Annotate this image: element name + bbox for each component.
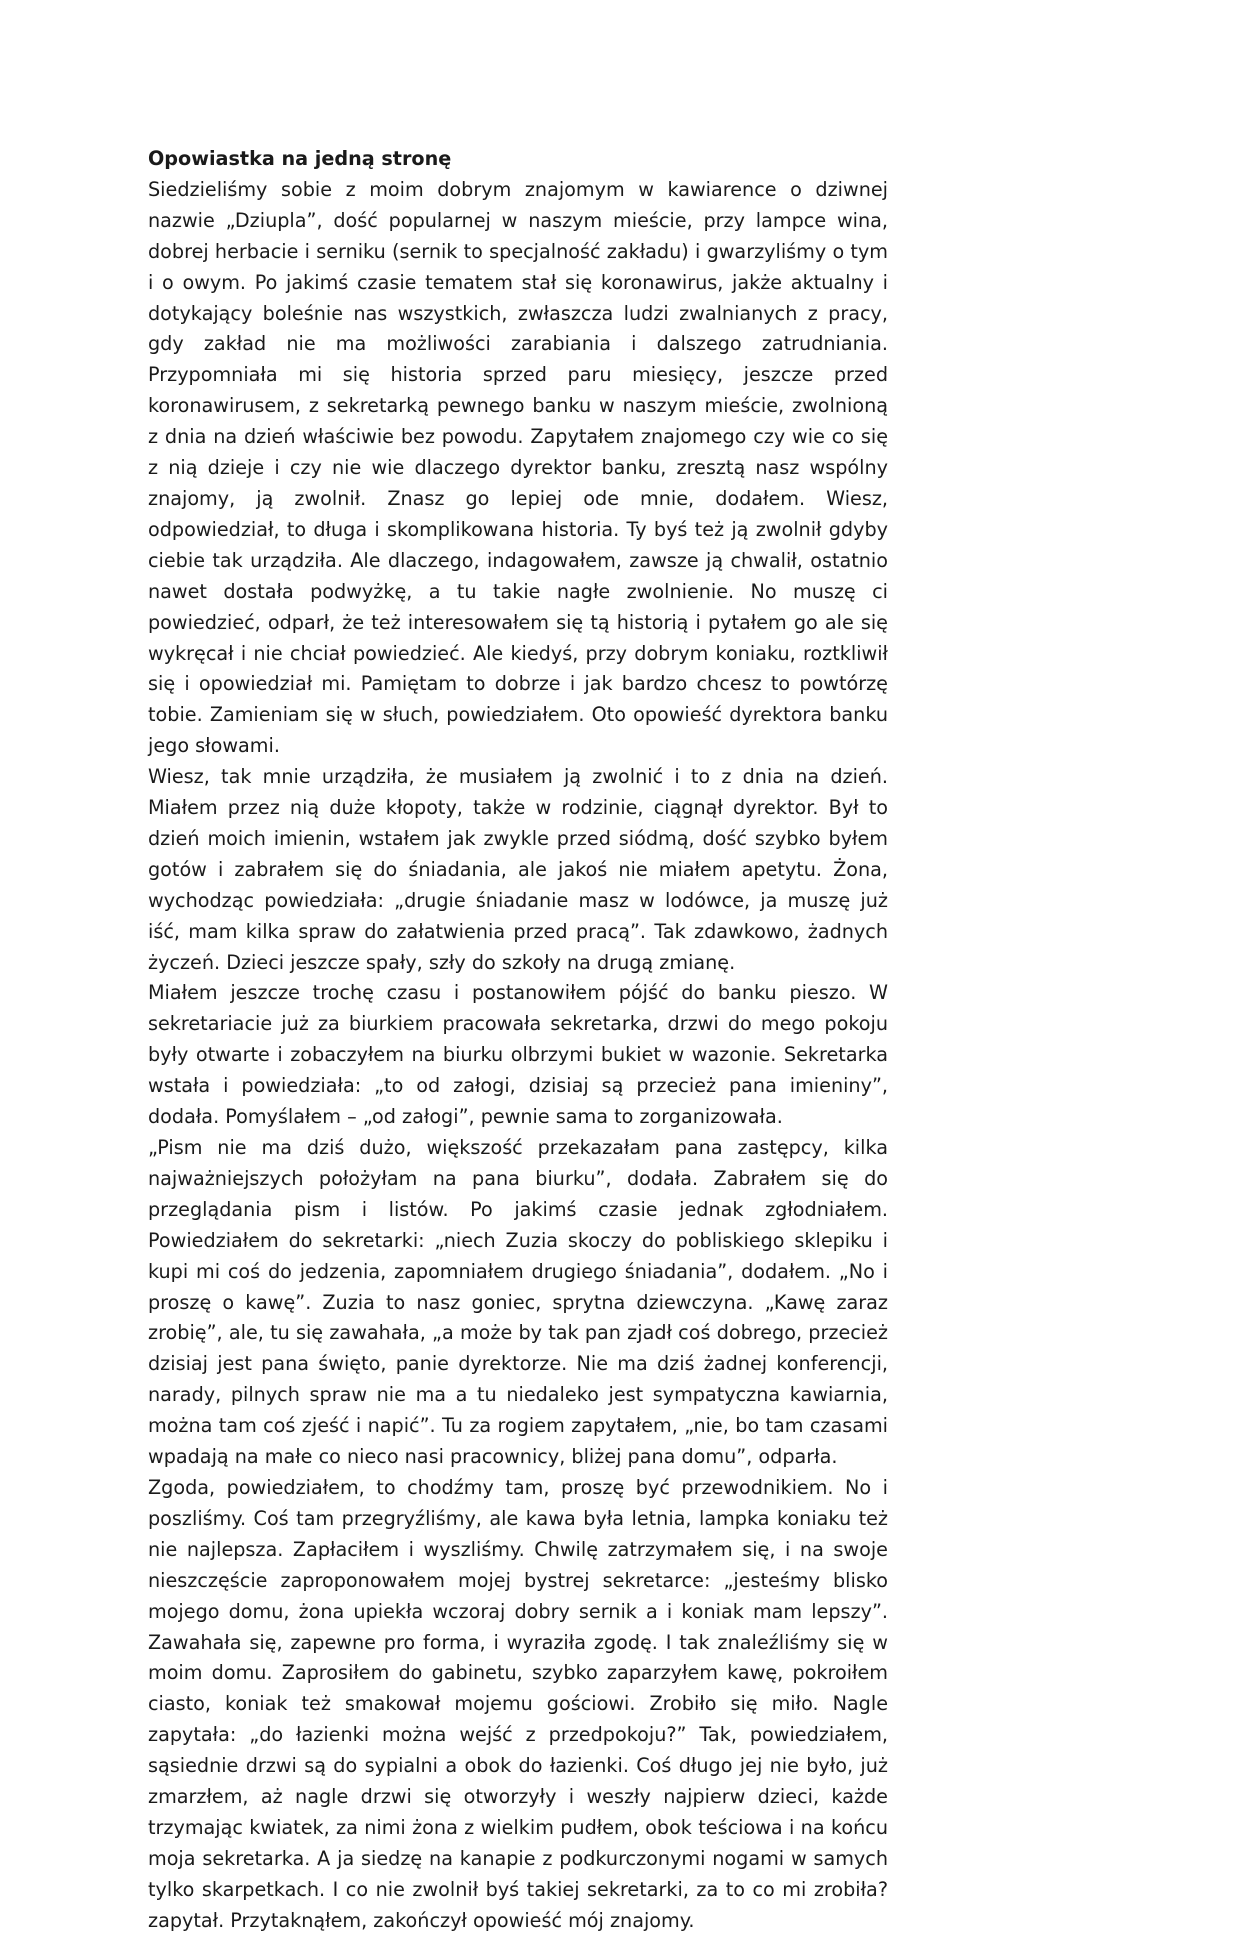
paragraph-4: „Pism nie ma dziś dużo, większość przekazałam pana zastępcy, kilka najważniejszych położyłam na pana biurku”, dodała. Zabrałem się do przeglądania pism i listów. Po jakimś czasie jednak zgłodniałem. Powiedziałem do sekretarki: „niech Zuzia skoczy do pobliskiego sklepiku i kupi mi coś do jedzenia, zapomniałem drugiego śniadania”, dodałem. „No i proszę o kawę”. Zuzia to nasz goniec, sprytna dziewczyna. „Kawę zaraz zrobię”, ale, tu się zawahała, „a może by tak pan zjadł coś dobrego, przecież dzisiaj jest pana święto, panie dyrektorze. Nie ma dziś żadnej konferencji, narady, pilnych spraw nie ma a tu niedaleko jest sympatyczna kawiarnia, można tam coś zjeść i napić”. Tu za rogiem zapytałem, „nie, bo tam czasami wpadają na małe co nieco nasi pracownicy, bliżej pana domu”, odparła. [148,1136,888,1469]
paragraph-3: Miałem jeszcze trochę czasu i postanowiłem pójść do banku pieszo. W sekretariacie już za biurkiem pracowała sekretarka, drzwi do mego pokoju były otwarte i zobaczyłem na biurku olbrzymi bukiet w wazonie. Sekretarka wstała i powiedziała: „to od załogi, dzisiaj są przecież pana imieniny”, dodała. Pomyślałem – „od załogi”, pewnie sama to zorganizowała. [148,981,888,1129]
document-title: Opowiastka na jedną stronę [148,147,452,170]
paragraph-2: Wiesz, tak mnie urządziła, że musiałem ją zwolnić i to z dnia na dzień. Miałem przez nią duże kłopoty, także w rodzinie, ciągnął dyrektor. Był to dzień moich imienin, wstałem jak zwykle przed siódmą, dość szybko byłem gotów i zabrałem się do śniadania, ale jakoś nie miałem apetytu. Żona, wychodząc powiedziała: „drugie śniadanie masz w lodówce, ja muszę już iść, mam kilka spraw do załatwienia przed pracą”. Tak zdawkowo, żadnych życzeń. Dzieci jeszcze spały, szły do szkoły na drugą zmianę. [148,765,888,974]
paragraph-1: Siedzieliśmy sobie z moim dobrym znajomym w kawiarence o dziwnej nazwie „Dziupla”, dość popularnej w naszym mieście, przy lampce wina, dobrej herbacie i serniku (sernik to specjalność zakładu) i gwarzyliśmy o tym i o owym. Po jakimś czasie tematem stał się koronawirus, jakże aktualny i dotykający boleśnie nas wszystkich, zwłaszcza ludzi zwalnianych z pracy, gdy zakład nie ma możliwości zarabiania i dalszego zatrudniania. Przypomniała mi się historia sprzed paru miesięcy, jeszcze przed koronawirusem, z sekretarką pewnego banku w naszym mieście, zwolnioną z dnia na dzień właściwie bez powodu. Zapytałem znajomego czy wie co się z nią dzieje i czy nie wie dlaczego dyrektor banku, zresztą nasz wspólny znajomy, ją zwolnił. Znasz go lepiej ode mnie, dodałem. Wiesz, odpowiedział, to długa i skomplikowana historia. Ty byś też ją zwolnił gdyby ciebie tak urządziła. Ale dlaczego, indagowałem, zawsze ją chwalił, ostatnio nawet dostała podwyżkę, a tu takie nagłe zwolnienie. No muszę ci powiedzieć, odparł, że też interesowałem się tą historią i pytałem go ale się wykręcał i nie chciał powiedzieć. Ale kiedyś, przy dobrym koniaku, roztkliwił się i opowiedział mi. Pamiętam to dobrze i jak bardzo chcesz to powtórzę tobie. Zamieniam się w słuch, powiedziałem. Oto opowieść dyrektora banku jego słowami. [148,177,888,758]
document-body [148,144,888,1937]
paragraph-5: Zgoda, powiedziałem, to chodźmy tam, proszę być przewodnikiem. No i poszliśmy. Coś tam przegryźliśmy, ale kawa była letnia, lampka koniaku też nie najlepsza. Zapłaciłem i wyszliśmy. Chwilę zatrzymałem się, i na swoje nieszczęście zaproponowałem mojej bystrej sekretarce: „jesteśmy blisko mojego domu, żona upiekła wczoraj dobry sernik a i koniak mam lepszy”. Zawahała się, zapewne pro forma, i wyraziła zgodę. I tak znaleźliśmy się w moim domu. Zaprosiłem do gabinetu, szybko zaparzyłem kawę, pokroiłem ciasto, koniak też smakował mojemu gościowi. Zrobiło się miło. Nagle zapytała: „do łazienki można wejść z przedpokoju?” Tak, powiedziałem, sąsiednie drzwi są do sypialni a obok do łazienki. Coś długo jej nie było, już zmarzłem, aż nagle drzwi się otworzyły i weszły najpierw dzieci, każde trzymając kwiatek, za nimi żona z wielkim pudłem, obok teściowa i na końcu moja sekretarka. A ja siedzę na kanapie z podkurczonymi nogami w samych tylko skarpetkach. I co nie zwolnił byś takiej sekretarki, za to co mi zrobiła? zapytał. Przytaknąłem, zakończył opowieść mój znajomy. [148,1475,888,1932]
